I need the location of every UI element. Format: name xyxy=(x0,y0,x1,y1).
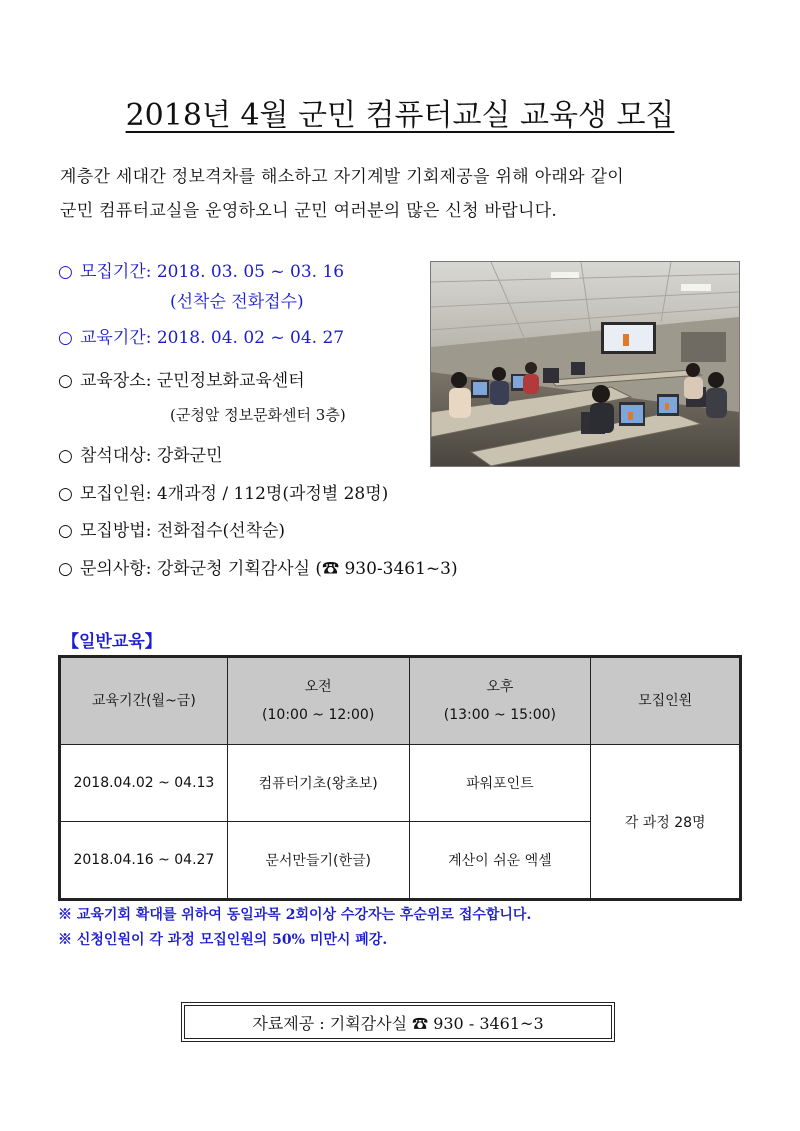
section-label-general-education: 【일반교육】 xyxy=(62,632,162,652)
info-people xyxy=(58,479,388,504)
header-count: 모집인원 xyxy=(591,658,740,745)
header-am xyxy=(227,658,409,745)
info-recruit-period-sub: (선착순 전화접수) xyxy=(170,292,304,312)
info-label: 모집방법: xyxy=(80,521,152,541)
info-method xyxy=(58,516,285,541)
bullet-icon: ○ xyxy=(58,446,73,466)
info-target xyxy=(58,441,223,466)
bullet-icon: ○ xyxy=(58,559,73,579)
info-edu-period xyxy=(58,323,344,348)
info-label: 참석대상: xyxy=(80,446,152,466)
info-place-sub: (군청앞 정보문화센터 3층) xyxy=(170,406,346,424)
cell-period: 2018.04.16 ~ 04.27 xyxy=(61,822,228,899)
intro-line-1: 계층간 세대간 정보격차를 해소하고 자기계발 기회제공을 위해 아래와 같이 xyxy=(60,167,625,187)
header-pm-time: (13:00 ~ 15:00) xyxy=(443,707,557,723)
info-label: 모집기간: xyxy=(80,262,152,282)
source-box xyxy=(181,1002,615,1042)
info-contact xyxy=(58,554,458,579)
header-pm-label: 오후 xyxy=(486,679,514,695)
info-label: 모집인원: xyxy=(80,484,152,504)
bullet-icon: ○ xyxy=(58,328,73,348)
info-recruit-period xyxy=(58,257,344,282)
bullet-icon: ○ xyxy=(58,262,73,282)
info-value: 강화군청 기획감사실 (☎ 930-3461~3) xyxy=(156,559,458,579)
classroom-illustration xyxy=(431,262,739,466)
info-value: 강화군민 xyxy=(156,446,223,466)
source-text: 자료제공 : 기획감사실 ☎ 930 - 3461~3 xyxy=(184,1005,612,1039)
cell-am-course: 문서만들기(한글) xyxy=(227,822,409,899)
info-label: 교육기간: xyxy=(80,328,152,348)
header-period: 교육기간(월~금) xyxy=(61,658,228,745)
table-row xyxy=(61,745,740,822)
intro-line-2: 군민 컴퓨터교실을 운영하오니 군민 여러분의 많은 신청 바랍니다. xyxy=(60,201,558,221)
header-pm xyxy=(409,658,591,745)
intro-paragraph xyxy=(60,160,750,228)
info-value: 군민정보화교육센터 xyxy=(156,371,305,391)
bullet-icon: ○ xyxy=(58,521,73,541)
info-place xyxy=(58,366,305,391)
note-priority: ※ 교육기회 확대를 위하여 동일과목 2회이상 수강자는 후순위로 접수합니다. xyxy=(58,907,532,923)
info-value: 전화접수(선착순) xyxy=(156,521,286,541)
info-value: 2018. 04. 02 ~ 04. 27 xyxy=(156,328,345,348)
schedule-table xyxy=(60,657,740,899)
header-am-time: (10:00 ~ 12:00) xyxy=(262,707,375,723)
cell-pm-course: 파워포인트 xyxy=(409,745,591,822)
table-header-row xyxy=(61,658,740,745)
bullet-icon: ○ xyxy=(58,484,73,504)
info-value: 2018. 03. 05 ~ 03. 16 xyxy=(156,262,345,282)
note-cancellation: ※ 신청인원이 각 과정 모집인원의 50% 미만시 폐강. xyxy=(58,932,388,948)
info-value: 4개과정 / 112명(과정별 28명) xyxy=(156,484,389,504)
cell-count: 각 과정 28명 xyxy=(591,745,740,899)
info-label: 문의사항: xyxy=(80,559,152,579)
page-title-text: 2018년 4월 군민 컴퓨터교실 교육생 모집 xyxy=(125,98,675,133)
cell-period: 2018.04.02 ~ 04.13 xyxy=(61,745,228,822)
page-title xyxy=(0,90,800,134)
bullet-icon: ○ xyxy=(58,371,73,391)
header-am-label: 오전 xyxy=(304,679,332,695)
info-label: 교육장소: xyxy=(80,371,152,391)
classroom-photo xyxy=(430,261,740,467)
cell-pm-course: 계산이 쉬운 엑셀 xyxy=(409,822,591,899)
cell-am-course: 컴퓨터기초(왕초보) xyxy=(227,745,409,822)
